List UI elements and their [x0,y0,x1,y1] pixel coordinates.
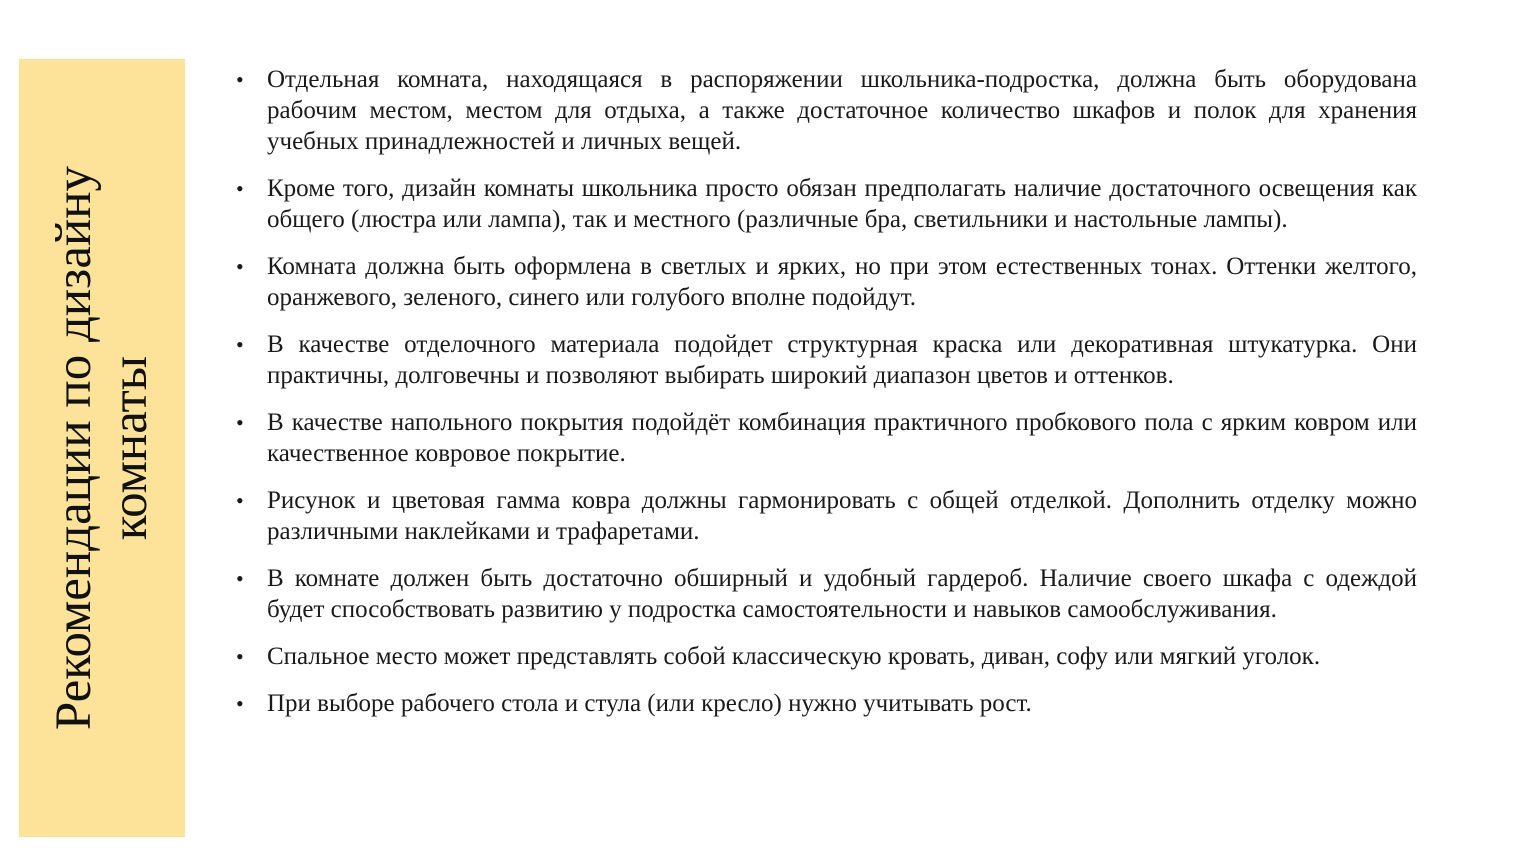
bullet-icon: • [236,67,244,92]
bullet-icon: • [236,566,244,591]
list-item-text: Рисунок и цветовая гамма ковра должны гармонировать с общей отделкой. Дополнить отделку можно различными наклейками и трафаретами. [267,487,1417,545]
list-item [234,485,1417,547]
bullet-list [234,64,1417,735]
list-item-text: Спальное место может представлять собой классическую кровать, диван, софу или мягкий уголок. [267,643,1321,670]
bullet-icon: • [236,691,244,716]
list-item [234,641,1417,672]
list-item [234,329,1417,391]
list-item-text: Отдельная комната, находящаяся в распоряжении школьника-подростка, должна быть оборудована рабочим местом, местом для отдыха, а также достаточное количество шкафов и полок для хранения учебных принадлежностей и личных вещей. [267,66,1417,155]
list-item [234,407,1417,469]
bullet-icon: • [236,176,244,201]
list-item-text: В качестве отделочного материала подойдет структурная краска или декоративная штукатурка. Они практичны, долговечны и позволяют выбирать широкий диапазон цветов и оттенков. [267,331,1417,389]
list-item [234,563,1417,625]
bullet-icon: • [236,332,244,357]
bullet-icon: • [236,254,244,279]
list-item [234,173,1417,235]
list-item-text: При выборе рабочего стола и стула (или кресло) нужно учитывать рост. [267,690,1032,717]
list-item [234,688,1417,719]
bullet-icon: • [236,488,244,513]
title-bar [19,59,185,837]
list-item-text: Кроме того, дизайн комнаты школьника просто обязан предполагать наличие достаточного освещения как общего (люстра или лампа), так и местного (различные бра, светильники и настольные лампы). [267,175,1417,233]
list-item [234,64,1417,157]
list-item [234,251,1417,313]
list-item-text: В комнате должен быть достаточно обширный и удобный гардероб. Наличие своего шкафа с одеждой будет способствовать развитию у подростка самостоятельности и навыков самообслуживания. [267,565,1417,623]
slide-title: Рекомендации по дизайну комнаты [46,165,158,731]
bullet-icon: • [236,410,244,435]
bullet-icon: • [236,644,244,669]
list-item-text: Комната должна быть оформлена в светлых и ярких, но при этом естественных тонах. Оттенки желтого, оранжевого, зеленого, синего или голубого вполне подойдут. [267,253,1417,311]
list-item-text: В качестве напольного покрытия подойдёт комбинация практичного пробкового пола с ярким ковром или качественное ковровое покрытие. [267,409,1417,467]
